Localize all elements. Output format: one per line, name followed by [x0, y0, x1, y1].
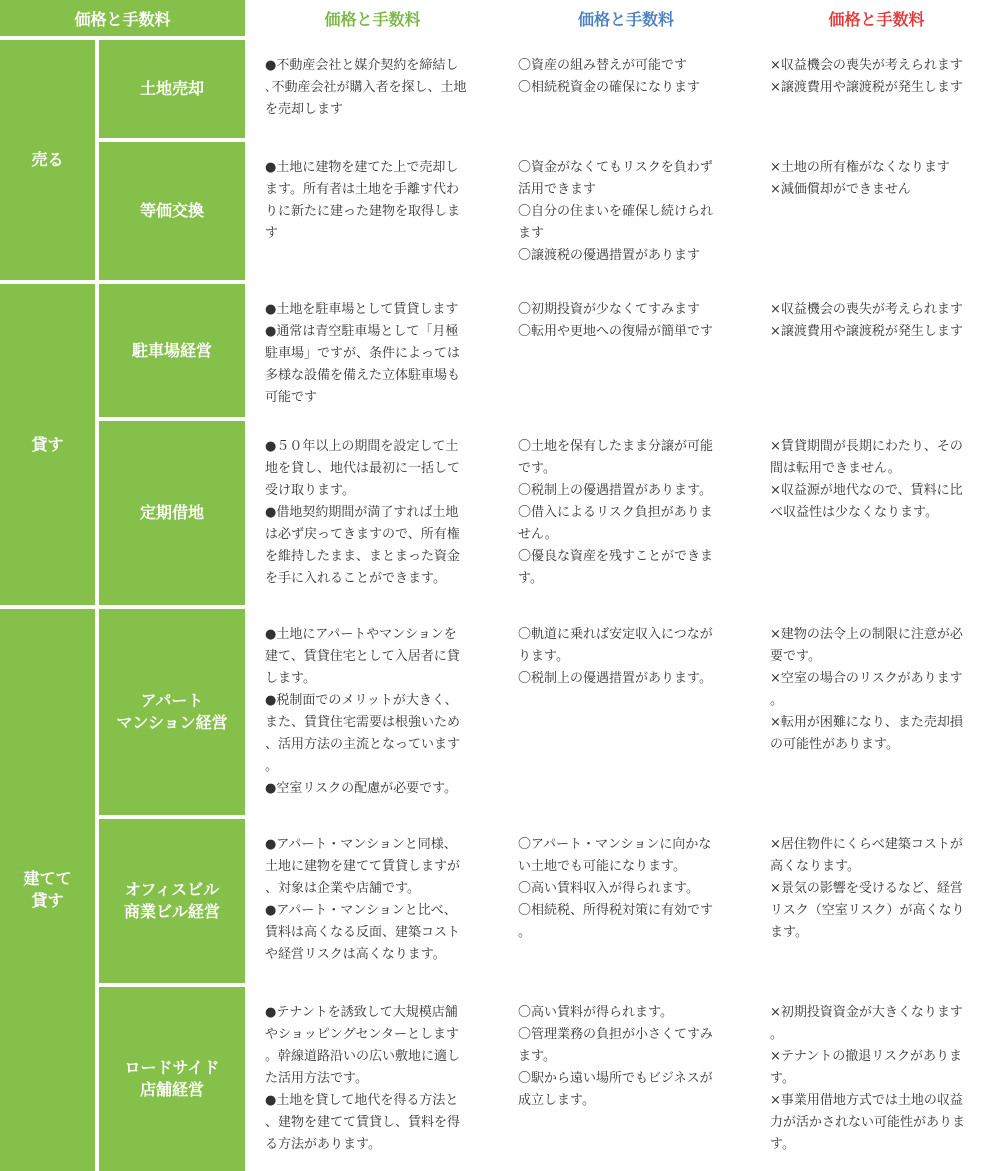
group-sell: 売る: [0, 40, 95, 280]
row-name-land-sale: 土地売却: [99, 40, 245, 138]
column-header-2: 価格と手数料: [577, 9, 674, 29]
header-corner: 価格と手数料: [0, 0, 245, 36]
column-header-3: 価格と手数料: [828, 9, 925, 29]
row-name-office-building: オフィスビル 商業ビル経営: [99, 819, 245, 983]
row-pros-equivalent-exchange: 〇資金がなくてもリスクを負わず 活用できます 〇自分の住まいを確保し続けられ ます 〇譲渡税の優遇措置があります: [518, 160, 714, 263]
row-desc-fixed-term-lease: ●５０年以上の期間を設定して土 地を貸し、地代は最初に一括して 受け取ります。 ●借地契約期間が満了すれば土地 は必ず戻ってきますので、所有権 を維持したまま、まとまった資金 を手に入れることができます。: [265, 439, 461, 586]
row-pros-land-sale: 〇資産の組み替えが可能です 〇相続税資金の確保になります: [518, 58, 701, 95]
row-cons-office-building: ×居住物件にくらべ建築コストが 高くなります。 ×景気の影響を受けるなど、経営 リスク（空室リスク）が高くなり ます。: [770, 837, 965, 940]
row-cons-fixed-term-lease: ×賃貸期間が長期にわたり、その 間は転用できません。 ×収益源が地代なので、賃料に比 べ収益性は少なくなります。: [770, 439, 963, 520]
row-pros-office-building: 〇アパート・マンションに向かな い土地でも可能になります。 〇高い賃料収入が得られます。 〇相続税、所得税対策に有効です 。: [518, 837, 714, 940]
row-pros-roadside-store: 〇高い賃料が得られます。 〇管理業務の負担が小さくてすみ ます。 〇駅から遠い場所でもビジネスが 成立します。: [518, 1005, 714, 1108]
row-cons-parking: ×収益機会の喪失が考えられます ×譲渡費用や譲渡税が発生します: [770, 302, 963, 339]
row-name-roadside-store: ロードサイド 店舗経営: [99, 987, 245, 1171]
group-build-lease: 建てて 貸す: [0, 609, 95, 1171]
row-name-apartment: アパート マンション経営: [99, 609, 245, 815]
row-pros-apartment: 〇軌道に乗れば安定収入につなが ります。 〇税制上の優遇措置があります。: [518, 627, 713, 686]
row-name-equivalent-exchange: 等価交換: [99, 142, 245, 280]
row-desc-roadside-store: ●テナントを誘致して大規模店舗 やショッピングセンターとします 。幹線道路沿いの広い敷地に適し た活用方法です。 ●土地を貸して地代を得る方法と 、建物を建てて賃貸し、賃料を得 る方法があります。: [265, 1005, 461, 1152]
row-desc-parking: ●土地を駐車場として賃貸します ●通常は青空駐車場として「月極 駐車場」ですが、条件によっては 多様な設備を備えた立体駐車場も 可能です: [265, 302, 461, 405]
row-pros-fixed-term-lease: 〇土地を保有したまま分譲が可能 です。 〇税制上の優遇措置があります。 〇借入によるリスク負担がありま せん。 〇優良な資産を残すことができま す。: [518, 439, 714, 586]
row-cons-apartment: ×建物の法令上の制限に注意が必 要です。 ×空室の場合のリスクがあります 。 ×転用が困難になり、また売却損 の可能性があります。: [770, 627, 963, 752]
row-cons-land-sale: ×収益機会の喪失が考えられます ×譲渡費用や譲渡税が発生します: [770, 58, 963, 95]
row-name-fixed-term-lease: 定期借地: [99, 421, 245, 605]
group-lease: 貸す: [0, 284, 95, 605]
row-desc-office-building: ●アパート・マンションと同様、 土地に建物を建てて賃貸しますが 、対象は企業や店舗です。 ●アパート・マンションと比べ、 賃料は高くなる反面、建築コスト や経営リスクは高くなります。: [265, 837, 461, 962]
row-cons-roadside-store: ×初期投資資金が大きくなります 。 ×テナントの撤退リスクがありま す。 ×事業用借地方式では土地の収益 力が活かされない可能性がありま す。: [770, 1005, 966, 1152]
row-desc-apartment: ●土地にアパートやマンションを 建て、賃貸住宅として入居者に貸 します。 ●税制面でのメリットが大きく、 また、賃貸住宅需要は根強いため 、活用方法の主流となっています 。 ●空室リスクの配慮が必要です。: [265, 627, 461, 796]
column-header-1: 価格と手数料: [324, 9, 421, 29]
row-desc-equivalent-exchange: ●土地に建物を建てた上で売却し ます。所有者は土地を手離す代わ りに新たに建った建物を取得しま す: [265, 160, 461, 241]
row-pros-parking: 〇初期投資が少なくてすみます 〇転用や更地への復帰が簡単です: [518, 302, 714, 339]
row-name-parking: 駐車場経営: [99, 284, 245, 417]
row-desc-land-sale: ●不動産会社と媒介契約を締結し ､不動産会社が購入者を探し、土地 を売却します: [265, 58, 467, 117]
row-cons-equivalent-exchange: ×土地の所有権がなくなります ×減価償却ができません: [770, 160, 950, 197]
